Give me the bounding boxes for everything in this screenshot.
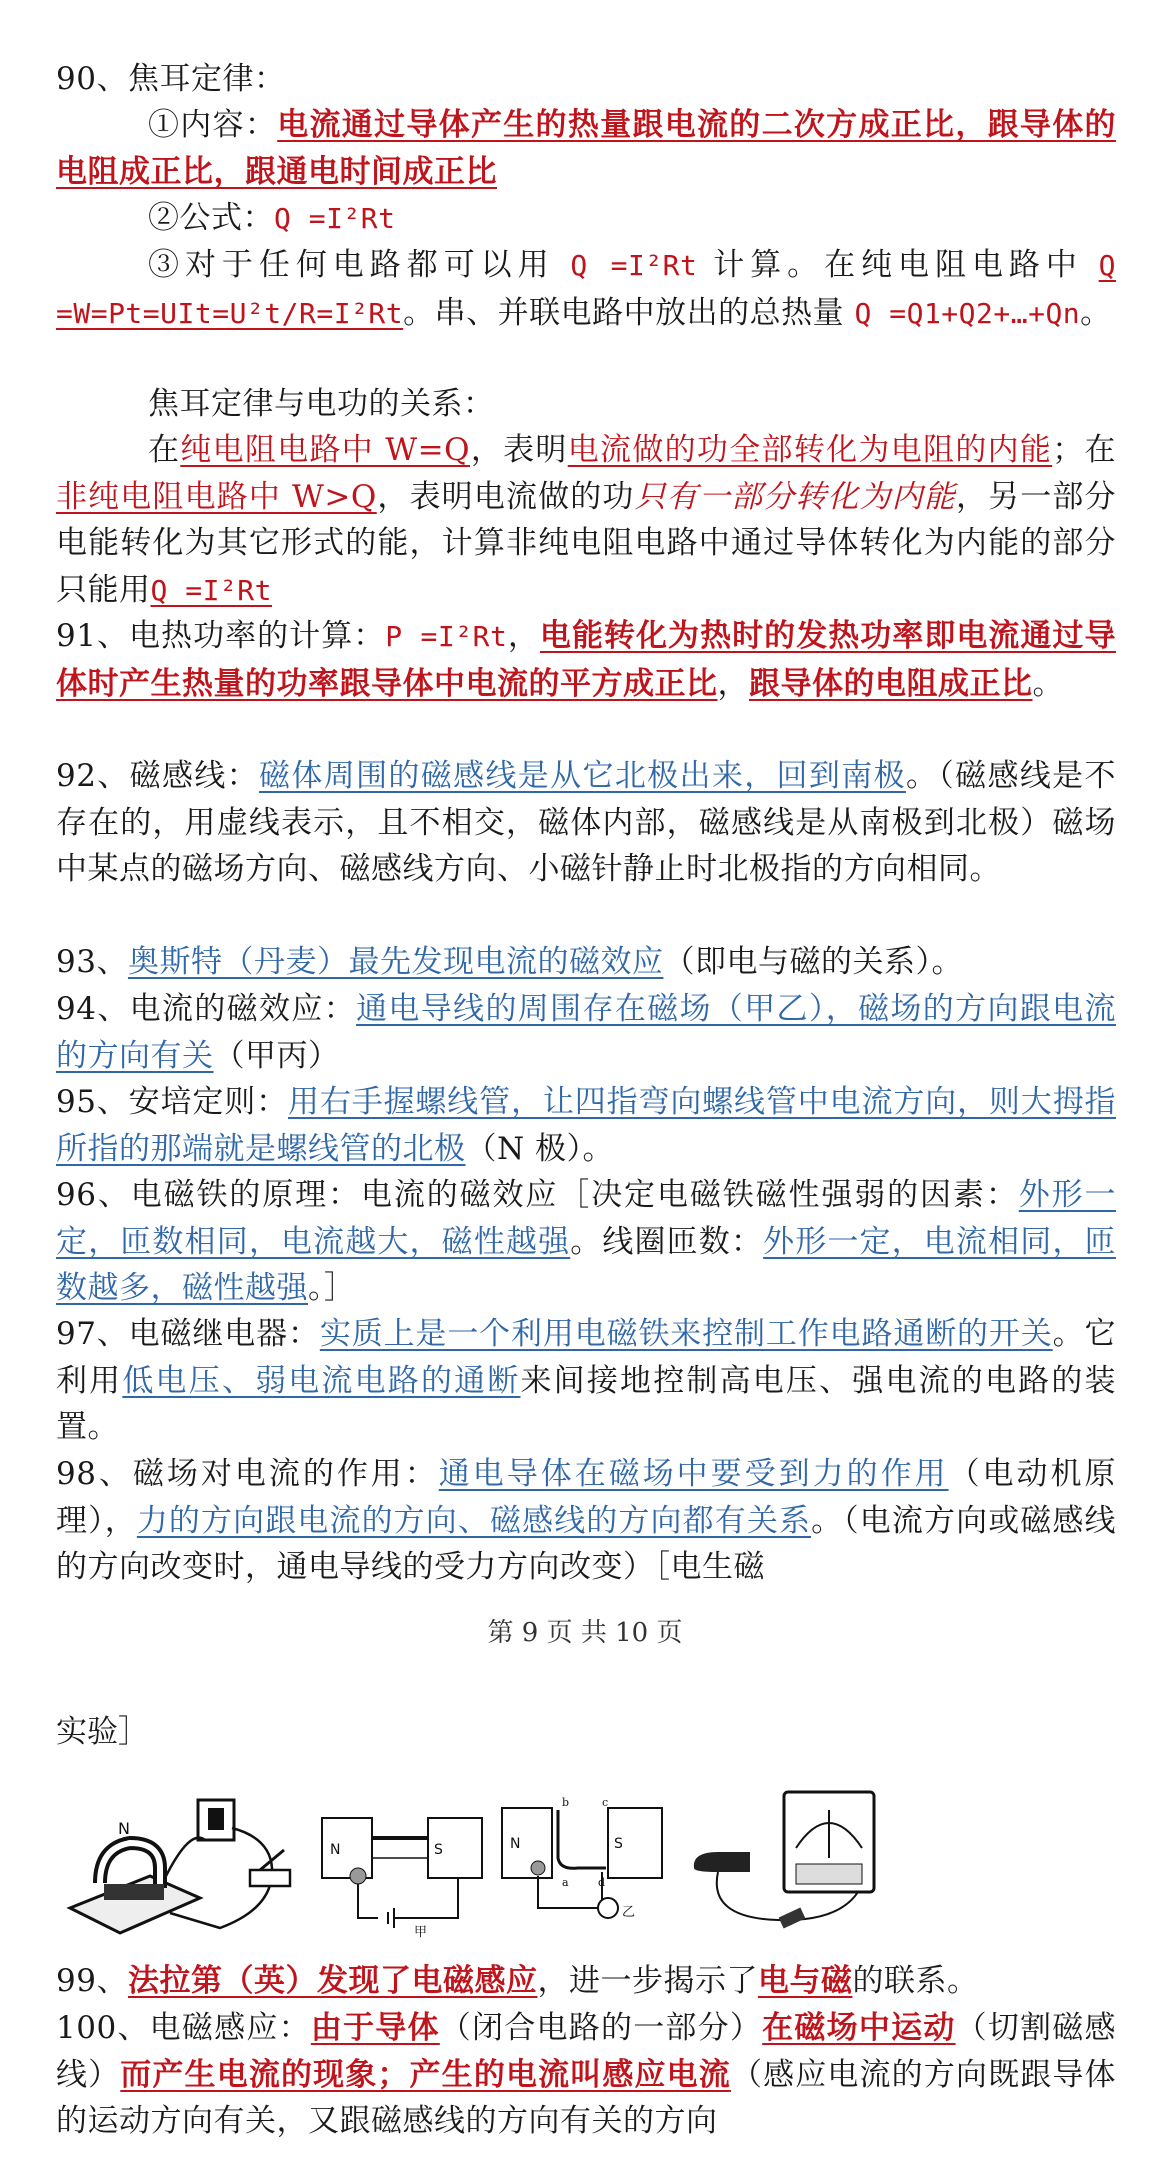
section-90-formula: ②公式：Q =I²Rt: [148, 200, 396, 236]
pole-n-label: N: [510, 1836, 521, 1852]
joule-formula: Q =I²Rt: [274, 202, 396, 235]
section-97: 97、电磁继电器：实质上是一个利用电磁铁来控制工作电路通断的开关。它利用低电压、弱电流电路的通断来间接地控制高电压、强电流的电路的装置。: [56, 1316, 1117, 1445]
galvanometer-figure: [688, 1788, 888, 1938]
section-100: 100、电磁感应：由于导体（闭合电路的一部分）在磁场中运动（切割磁感线）而产生电流的现象；产生的电流叫感应电流（感应电流的方向既跟导体的运动方向有关，又跟磁感线的方向有关的方向: [56, 2010, 1117, 2139]
section-92: 92、磁感线：磁体周围的磁感线是从它北极出来，回到南极。（磁感线是不存在的，用虚线表示，且不相交，磁体内部，磁感线是从南极到北极）磁场中某点的磁场方向、磁感线方向、小磁针静止时北极指的方向相同。: [56, 758, 1117, 887]
figure-label-yi: 乙: [622, 1905, 636, 1920]
section-98: 98、磁场对电流的作用：通电导体在磁场中要受到力的作用（电动机原理），力的方向跟电流的方向、磁感线的方向都有关系。（电流方向或磁感线的方向改变时，通电导线的受力方向改变）［电生磁: [56, 1456, 1117, 1585]
wire-magnet-figure-jia: [318, 1788, 488, 1938]
continuation-text: 实验］: [56, 1714, 149, 1750]
section-90-content: ①内容：电流通过导体产生的热量跟电流的二次方成正比，跟导体的电阻成正比，跟通电时间成正比: [56, 107, 1117, 190]
point-c-label: c: [602, 1796, 609, 1809]
pole-s-label: S: [434, 1842, 443, 1858]
electromagnet-figure: [60, 1788, 310, 1938]
section-94: 94、电流的磁效应：通电导线的周围存在磁场（甲乙），磁场的方向跟电流的方向有关（甲丙）: [56, 991, 1116, 1074]
pole-n-label: N: [330, 1842, 341, 1858]
section-90-item3: ③对于任何电路都可以用 Q =I²Rt 计算。在纯电阻电路中 Q =W=Pt=UIt=U²t/R=I²Rt。串、并联电路中放出的总热量 Q =Q1+Q2+…+Qn。: [56, 247, 1117, 331]
section-95: 95、安培定则：用右手握螺线管，让四指弯向螺线管中电流方向，则大拇指所指的那端就是螺线管的北极（N 极）。: [56, 1084, 1117, 1167]
section-90-title: 90、焦耳定律：: [56, 61, 286, 97]
pole-s-label: S: [614, 1836, 623, 1852]
experiment-figures: [60, 1788, 1120, 1938]
section-93: 93、奥斯特（丹麦）最先发现电流的磁效应（即电与磁的关系）。: [56, 944, 963, 980]
section-99: 99、法拉第（英）发现了电磁感应，进一步揭示了电与磁的联系。: [56, 1963, 979, 1999]
point-d-label: d: [598, 1876, 606, 1889]
wire-magnet-figure-yi: [498, 1788, 668, 1938]
section-91: 91、电热功率的计算：P =I²Rt，电能转化为热时的发热功率即电流通过导体时产生热量的功率跟导体中电流的平方成正比，跟导体的电阻成正比。: [56, 618, 1117, 702]
section-96: 96、电磁铁的原理：电流的磁效应［决定电磁铁磁性强弱的因素：外形一定，匝数相同，电流越大，磁性越强。线圈匝数：外形一定，电流相同，匝数越多，磁性越强。］: [56, 1177, 1116, 1306]
relation-content: 在纯电阻电路中 W=Q，表明电流做的功全部转化为电阻的内能；在非纯电阻电路中 W>Q，表明电流做的功只有一部分转化为内能，另一部分电能转化为其它形式的能，计算非纯电阻电路中通过导体转化为内能的部分只能用Q =I²Rt: [56, 432, 1117, 608]
watermark: [855, 2086, 1085, 2132]
relation-title: 焦耳定律与电功的关系：: [148, 386, 495, 422]
figure-label-jia: 甲: [414, 1925, 428, 1938]
point-b-label: b: [562, 1796, 570, 1809]
page-footer: 第 9 页 共 10 页: [487, 1618, 683, 1648]
pole-n-label: N: [118, 1819, 130, 1838]
joule-law-statement: 电流通过导体产生的热量跟电流的二次方成正比，跟导体的电阻成正比，跟通电时间成正比: [56, 107, 1117, 190]
point-a-label: a: [562, 1876, 569, 1889]
